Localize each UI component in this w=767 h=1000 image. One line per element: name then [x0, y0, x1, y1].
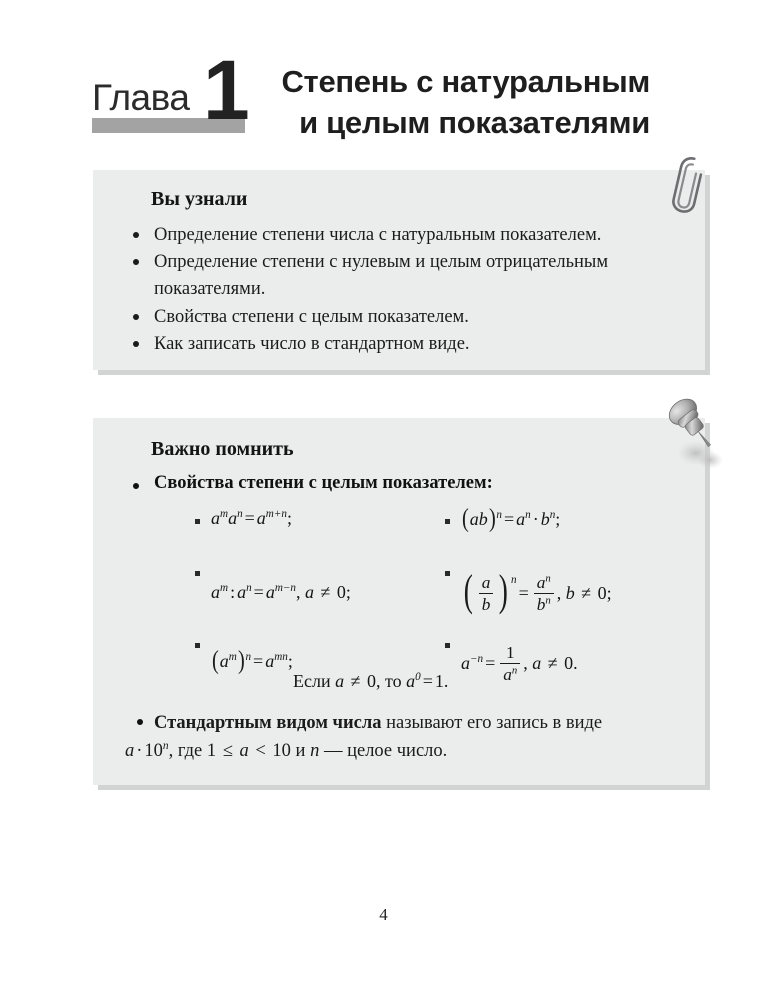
page-number: 4 [379, 905, 388, 924]
bullet-icon [137, 719, 143, 725]
formula-row [193, 503, 693, 560]
formula-grid [193, 503, 693, 692]
chapter-number: 1 [203, 43, 250, 137]
panel-important-to-remember [93, 418, 705, 785]
chapter-title-line-2: и целым показателями [299, 104, 650, 140]
if-word: Если [293, 671, 331, 691]
formula-row [193, 560, 693, 632]
chapter-header [0, 0, 767, 150]
list-item: Определение степени с нулевым и целым отрицательным показателями. [125, 249, 685, 303]
standard-form-bold: Стандартным видом числа [154, 713, 382, 733]
formula-a-over-b-pow-n: ( $\frac{a}{b}$ ) $^n$= $\frac{a^n}{b^n}$ , b ≠ 0; [443, 560, 693, 616]
formula-text: a [211, 508, 220, 528]
panel-important-heading: Важно помнить [151, 438, 294, 460]
if-a-not-zero-line: Если a ≠ 0, то $a^0 = 1$. [293, 671, 449, 691]
properties-lead-bullet: Свойства степени с целым показателем: [125, 473, 493, 494]
paperclip-icon [668, 150, 708, 222]
chapter-title-line-1: Степень с натуральным [281, 64, 650, 99]
formula-a-m-a-n: $a^ma^n = a^{m+n}$; [193, 508, 443, 529]
standard-form-paragraph: Стандартным видом числа называют его запись в виде $a \cdot 10^n$, где 1 ≤ a < 10 и n — целое число. [125, 713, 603, 761]
formula-ab-pow-n: $(ab)^n = a^n \cdot b^n$; [443, 508, 693, 530]
panel-you-learned [93, 170, 705, 370]
list-item: Как записать число в стандартном виде. [125, 331, 685, 358]
you-learned-list [125, 222, 685, 358]
formula-a-neg-n: $a^{-n}$ = $\frac{1}{a^n}$ , a ≠ 0. [443, 632, 693, 686]
pushpin-icon [650, 396, 736, 476]
formula-a-m-pow-n: $(a^m)^n = a^{mn}$; [193, 632, 443, 672]
list-item: Свойства степени с целым показателем. [125, 304, 685, 331]
chapter-title [258, 62, 650, 144]
panel-you-learned-heading: Вы узнали [151, 188, 248, 210]
formula-a-m-div-a-n: $a^m$ : $a^n = a^{m-n}$, a ≠ 0; [193, 560, 443, 603]
standard-form-text: называют его запись в виде [381, 713, 603, 733]
list-item: Определение степени числа с натуральным показателем. [125, 222, 685, 249]
chapter-word: Глава [92, 77, 190, 118]
